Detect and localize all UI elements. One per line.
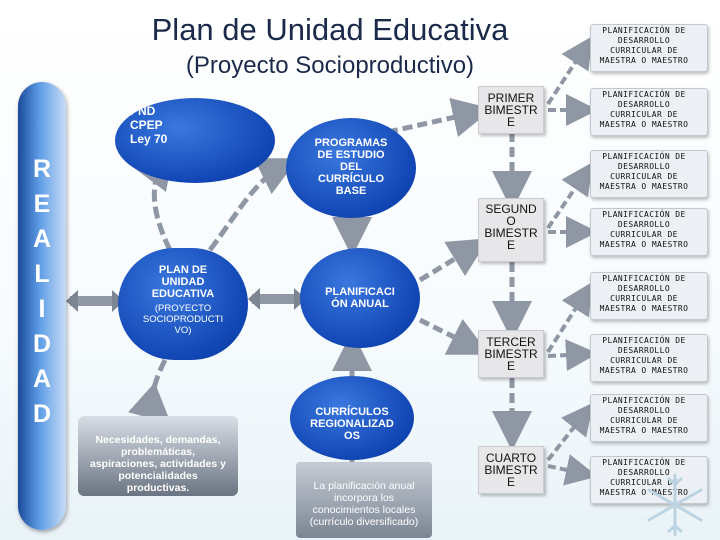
arrow-realidad-plan xyxy=(66,290,124,312)
bimestre-line: BIMESTR xyxy=(484,103,538,117)
plan-desarrollo-line: MAESTRA O MAESTRO xyxy=(599,120,689,129)
bimestre-line: E xyxy=(506,238,515,252)
plan-desarrollo-line: PLANIFICACIÓN DE xyxy=(602,26,686,35)
bimestre-line: CUARTO xyxy=(485,451,537,465)
realidad-letter: A xyxy=(32,225,52,253)
plan-ue-sub-line: VO) xyxy=(174,325,192,336)
curriculos-line: REGIONALIZAD xyxy=(310,418,394,430)
plan-unidad-educativa-node xyxy=(118,248,248,360)
bimestre-cuarto xyxy=(476,452,546,488)
programas-line: PROGRAMAS xyxy=(314,137,388,149)
curriculos-line: CURRÍCULOS xyxy=(315,406,389,418)
realidad-letter: D xyxy=(32,400,52,428)
plan-desarrollo-line: CURRICULAR DE xyxy=(610,172,678,181)
pnd-line: PND xyxy=(130,104,156,118)
plan-desarrollo-row xyxy=(582,330,706,382)
plan-desarrollo-text xyxy=(582,152,706,192)
plan-desarrollo-row xyxy=(582,84,706,136)
realidad-letter: A xyxy=(32,365,52,393)
plan-desarrollo-line: DESARROLLO xyxy=(617,162,671,171)
page-title: Plan de Unidad Educativa xyxy=(151,12,509,47)
bimestre-tercer xyxy=(476,336,546,372)
snowflake-icon xyxy=(640,470,710,540)
plan-desarrollo-text xyxy=(582,90,706,130)
plan-desarrollo-line: MAESTRA O MAESTRO xyxy=(599,56,689,65)
plan-desarrollo-line: MAESTRA O MAESTRO xyxy=(599,182,689,191)
planificacion-nota-box xyxy=(296,462,432,538)
programas-line: DE ESTUDIO xyxy=(317,149,385,161)
plan-desarrollo-text xyxy=(582,336,706,376)
plan-ue-line: PLAN DE xyxy=(158,264,208,276)
bimestre-line: TERCER xyxy=(486,335,536,349)
realidad-letter: E xyxy=(33,190,51,218)
plan-ue-sub-line: SOCIOPRODUCTI xyxy=(142,314,224,325)
pnd-line: CPEP xyxy=(130,118,163,132)
plan-desarrollo-row xyxy=(582,390,706,442)
bimestre-line: E xyxy=(506,475,515,489)
page-subtitle: (Proyecto Socioproductivo) xyxy=(185,52,475,79)
arrow-anual-segundo xyxy=(420,246,476,280)
plan-desarrollo-line: MAESTRA O MAESTRO xyxy=(599,304,689,313)
plan-desarrollo-line: DESARROLLO xyxy=(617,36,671,45)
realidad-letter: L xyxy=(34,260,50,288)
plan-desarrollo-line: CURRICULAR DE xyxy=(610,46,678,55)
bimestre-line: E xyxy=(506,115,515,129)
curriculos-node xyxy=(290,376,414,460)
plan-desarrollo-line: CURRICULAR DE xyxy=(610,478,678,487)
plan-ue-line: EDUCATIVA xyxy=(151,288,215,300)
pnd-text xyxy=(130,104,210,146)
plan-desarrollo-line: MAESTRA O MAESTRO xyxy=(599,488,689,497)
bimestre-line: BIMESTR xyxy=(484,347,538,361)
plan-desarrollo-line: MAESTRA O MAESTRO xyxy=(599,240,689,249)
plan-ue-line: UNIDAD xyxy=(161,276,205,288)
plan-desarrollo-line: PLANIFICACIÓN DE xyxy=(602,396,686,405)
realidad-letters xyxy=(18,152,66,432)
plan-desarrollo-row xyxy=(582,268,706,320)
plan-desarrollo-line: DESARROLLO xyxy=(617,284,671,293)
plan-desarrollo-line: MAESTRA O MAESTRO xyxy=(599,366,689,375)
programas-node xyxy=(286,118,416,218)
programas-line: CURRÍCULO xyxy=(318,173,384,185)
bimestre-line: BIMESTR xyxy=(484,226,538,240)
necesidades-text: Necesidades, demandas, problemáticas, aspiraciones, actividades y potencialidades productivas. xyxy=(90,434,226,494)
planificacion-anual-line: ÓN ANUAL xyxy=(331,298,389,310)
plan-desarrollo-text xyxy=(582,210,706,250)
arrows-bimestre-plan xyxy=(548,46,586,474)
planificacion-anual-node xyxy=(300,248,420,348)
plan-desarrollo-line: CURRICULAR DE xyxy=(610,230,678,239)
programas-line: DEL xyxy=(340,161,362,173)
plan-desarrollo-line: CURRICULAR DE xyxy=(610,356,678,365)
realidad-letter: R xyxy=(32,155,52,183)
plan-desarrollo-line: DESARROLLO xyxy=(617,346,671,355)
plan-desarrollo-line: PLANIFICACIÓN DE xyxy=(602,458,686,467)
plan-desarrollo-line: DESARROLLO xyxy=(617,220,671,229)
bimestre-line: PRIMER xyxy=(487,91,535,105)
realidad-letter: D xyxy=(32,330,52,358)
plan-desarrollo-text xyxy=(582,396,706,436)
bimestre-line: BIMESTR xyxy=(484,463,538,477)
arrow-anual-tercer xyxy=(420,320,476,348)
bimestre-primer xyxy=(476,92,546,128)
bimestre-segundo xyxy=(476,203,546,251)
plan-desarrollo-row xyxy=(582,146,706,198)
plan-desarrollo-line: PLANIFICACIÓN DE xyxy=(602,90,686,99)
realidad-pillar xyxy=(18,82,66,530)
plan-desarrollo-row xyxy=(582,204,706,256)
plan-desarrollo-line: MAESTRA O MAESTRO xyxy=(599,426,689,435)
plan-desarrollo-line: CURRICULAR DE xyxy=(610,294,678,303)
plan-desarrollo-text xyxy=(582,26,706,66)
realidad-letter: I xyxy=(38,295,46,323)
plan-desarrollo-row xyxy=(582,20,706,72)
planificacion-anual-line: PLANIFICACI xyxy=(325,286,395,298)
arrow-plan-necesidades xyxy=(153,360,165,414)
bimestre-line: SEGUND xyxy=(485,202,537,216)
arrow-plan-anual xyxy=(248,288,306,310)
plan-ue-sub-line: (PROYECTO xyxy=(154,303,212,314)
plan-desarrollo-line: CURRICULAR DE xyxy=(610,416,678,425)
curriculos-line: OS xyxy=(344,430,360,442)
plan-desarrollo-line: DESARROLLO xyxy=(617,100,671,109)
necesidades-box xyxy=(78,416,238,496)
programas-line: BASE xyxy=(335,185,367,197)
bimestre-line: E xyxy=(506,359,515,373)
plan-desarrollo-line: PLANIFICACIÓN DE xyxy=(602,210,686,219)
bimestre-line: O xyxy=(506,214,516,228)
pnd-line: Ley 70 xyxy=(130,132,168,146)
plan-desarrollo-line: DESARROLLO xyxy=(617,468,671,477)
planificacion-nota-text: La planificación anual incorpora los conocimientos locales (currículo diversificado) xyxy=(309,480,419,528)
plan-desarrollo-line: PLANIFICACIÓN DE xyxy=(602,274,686,283)
plan-desarrollo-line: PLANIFICACIÓN DE xyxy=(602,336,686,345)
plan-desarrollo-line: PLANIFICACIÓN DE xyxy=(602,152,686,161)
plan-desarrollo-line: CURRICULAR DE xyxy=(610,110,678,119)
plan-desarrollo-line: DESARROLLO xyxy=(617,406,671,415)
plan-desarrollo-text xyxy=(582,274,706,314)
